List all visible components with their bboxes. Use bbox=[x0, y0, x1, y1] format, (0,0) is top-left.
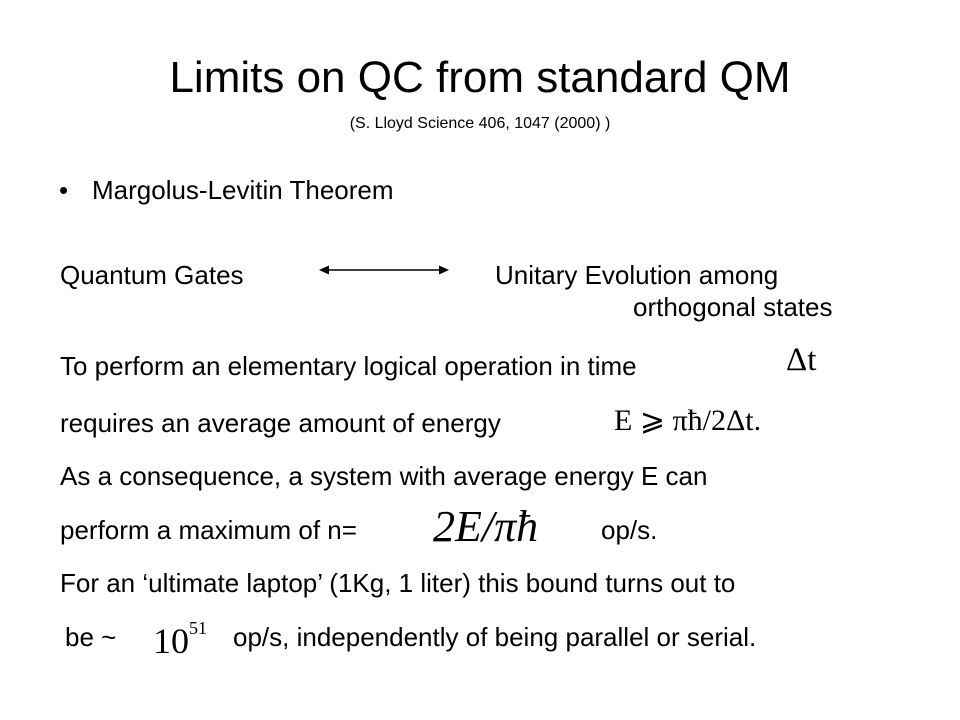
max-ops-formula: 2E/πħ bbox=[433, 502, 539, 551]
citation-subtitle: (S. Lloyd Science 406, 1047 (2000) ) bbox=[349, 115, 611, 132]
ops-unit: op/s. bbox=[601, 515, 658, 545]
be-approx-text: be ~ bbox=[65, 622, 117, 652]
bullet-theorem: Margolus-Levitin Theorem bbox=[92, 175, 394, 205]
power-base: 10 bbox=[153, 621, 189, 661]
final-statement-text: op/s, independently of being parallel or serial. bbox=[233, 622, 757, 652]
bullet-icon: • bbox=[59, 175, 69, 205]
consequence-text: As a consequence, a system with average energy E can bbox=[60, 461, 708, 491]
unitary-evolution-line2: orthogonal states bbox=[633, 292, 833, 322]
energy-bound-formula: E ⩾ πħ/2Δt. bbox=[614, 404, 762, 437]
quantum-gates-label: Quantum Gates bbox=[60, 260, 244, 290]
double-arrow-icon bbox=[318, 262, 450, 278]
ultimate-laptop-text: For an ‘ultimate laptop’ (1Kg, 1 liter) this bound turns out to bbox=[60, 568, 736, 598]
requires-energy-text: requires an average amount of energy bbox=[60, 408, 501, 438]
perform-operation-text: To perform an elementary logical operation in time bbox=[60, 351, 637, 381]
delta-t-formula: Δt bbox=[786, 342, 817, 378]
unitary-evolution-line1: Unitary Evolution among bbox=[495, 260, 779, 290]
slide-title: Limits on QC from standard QM bbox=[169, 53, 791, 102]
power-ten-formula bbox=[153, 612, 207, 663]
max-ops-text: perform a maximum of n= bbox=[60, 515, 357, 545]
power-exponent: 51 bbox=[189, 618, 207, 638]
